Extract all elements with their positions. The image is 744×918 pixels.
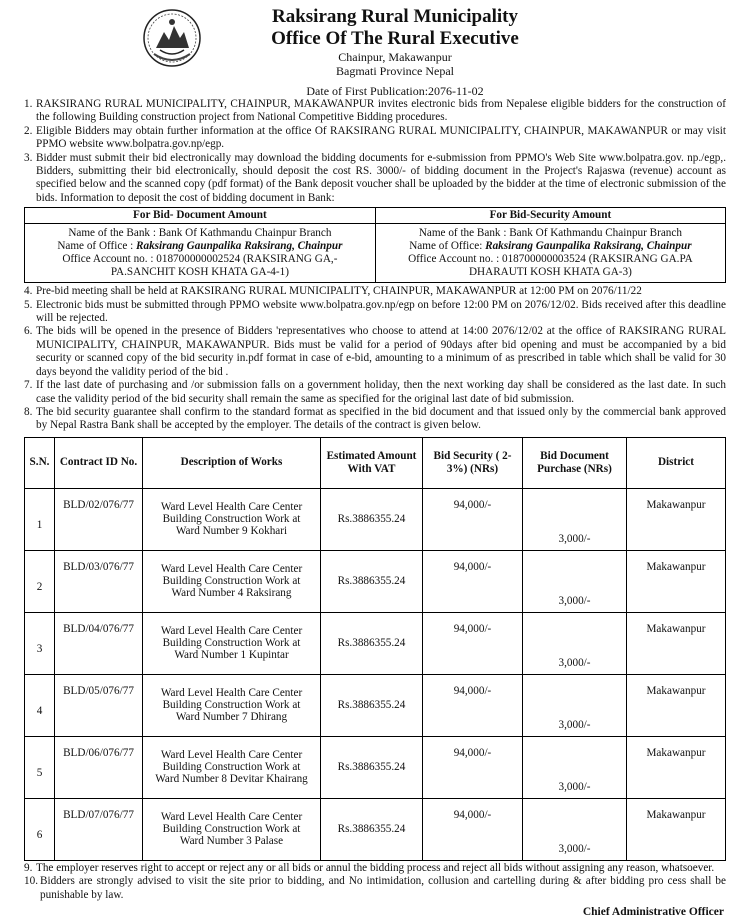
clause-6 (24, 325, 726, 379)
cell-bid-security (423, 736, 523, 798)
col-header-contract-id: Contract ID No. (55, 437, 143, 488)
cell-description-text: Building Construction Work at (162, 513, 301, 526)
cell-district (627, 674, 726, 736)
cell-estimated-amount-text: Rs.3886355.24 (337, 513, 406, 526)
clause-number: 1. (24, 98, 33, 110)
clause-8 (24, 406, 726, 433)
office-name-label: Name of Office: (409, 240, 483, 253)
cell-sn-text: 1 (36, 518, 43, 531)
clause-2 (24, 125, 726, 152)
contract-details-table (24, 437, 726, 861)
cell-estimated-amount-text: Rs.3886355.24 (337, 761, 406, 774)
col-header-district: District (627, 437, 726, 488)
cell-bid-security-text: 94,000/- (453, 684, 492, 697)
cell-description (143, 488, 321, 550)
bid-security-bank-details (375, 224, 725, 283)
cell-description-text: Building Construction Work at (162, 761, 301, 774)
address-line-2: Bagmati Province Nepal (336, 64, 454, 78)
cell-bid-security-text: 94,000/- (453, 746, 492, 759)
cell-sn (25, 550, 55, 612)
cell-description-text: Ward Number 7 Dhirang (175, 711, 288, 724)
cell-sn (25, 736, 55, 798)
cell-district-text: Makawanpur (646, 622, 706, 635)
cell-bid-security (423, 612, 523, 674)
account-number-line: Office Account no. : 018700000003524 (RAKSIRANG GA.PA (408, 253, 693, 266)
clause-number: 9. (24, 861, 33, 874)
clause-5 (24, 299, 726, 326)
cell-document-purchase-text: 3,000/- (558, 781, 591, 794)
account-name-line: PA.SANCHIT KOSH KHATA GA-4-1) (110, 266, 289, 279)
bank-name-line: Name of the Bank : Bank Of Kathmandu Chainpur Branch (68, 227, 332, 240)
cell-contract-id (55, 798, 143, 860)
cell-document-purchase-text: 3,000/- (558, 843, 591, 856)
municipality-title: Raksirang Rural Municipality (272, 6, 518, 27)
office-name-label: Name of Office : (57, 240, 134, 253)
cell-contract-id (55, 674, 143, 736)
cell-contract-id (55, 736, 143, 798)
clause-text: RAKSIRANG RURAL MUNICIPALITY, CHAINPUR, MAKAWANPUR invites electronic bids from Nepalese eligible bidders for the construction of the following Building construction project from National Competitive Bidding procedures. (36, 98, 726, 124)
cell-sn-text: 4 (36, 704, 43, 717)
cell-district (627, 736, 726, 798)
cell-estimated-amount (321, 550, 423, 612)
col-header-bid-security: Bid Security ( 2-3%) (NRs) (423, 437, 523, 488)
cell-document-purchase-text: 3,000/- (558, 719, 591, 732)
cell-description-text: Ward Number 8 Devitar Khairang (155, 773, 308, 786)
cell-description-text: Ward Number 1 Kupintar (174, 649, 289, 662)
cell-district (627, 488, 726, 550)
cell-district-text: Makawanpur (646, 684, 706, 697)
cell-district-text: Makawanpur (646, 808, 706, 821)
cell-district (627, 550, 726, 612)
table-row (25, 488, 726, 550)
cell-sn-text: 3 (36, 642, 43, 655)
cell-contract-id (55, 550, 143, 612)
cell-description-text: Building Construction Work at (162, 823, 301, 836)
cell-description-text: Ward Level Health Care Center (160, 562, 303, 575)
bank-info-table (24, 207, 726, 283)
clause-text: If the last date of purchasing and /or submission falls on a government holiday, then the next working day shall be considered as the last date. In such case the validity period of the bid security shall remain the same as specified for the original last date of bid submission. (36, 379, 726, 405)
cell-bid-security (423, 798, 523, 860)
col-header-sn: S.N. (25, 437, 55, 488)
clause-number: 3. (24, 151, 33, 164)
cell-contract-id-text: BLD/03/076/77 (63, 560, 134, 573)
cell-district (627, 612, 726, 674)
clause-text: The bid security guarantee shall confirm to the standard format as specified in the bid document and that issued only by the commercial bank approved by Nepal Rastra Bank shall be accepted by the employer. The details of the contract is given below. (36, 405, 726, 432)
clause-10 (24, 875, 726, 902)
cell-document-purchase (523, 736, 627, 798)
table-row (25, 736, 726, 798)
cell-contract-id (55, 612, 143, 674)
cell-description-text: Building Construction Work at (162, 575, 301, 588)
cell-district-text: Makawanpur (646, 746, 706, 759)
col-header-description: Description of Works (143, 437, 321, 488)
cell-description-text: Ward Level Health Care Center (160, 500, 303, 513)
cell-description (143, 798, 321, 860)
cell-district-text: Makawanpur (646, 560, 706, 573)
cell-bid-security-text: 94,000/- (453, 560, 492, 573)
clause-number: 7. (24, 379, 33, 392)
cell-document-purchase-text: 3,000/- (558, 595, 591, 608)
clause-text: Electronic bids must be submitted through PPMO website www.bolpatra.gov.np/egp on before 12:00 PM on 2076/12/02. Bids received after this deadline will be rejected. (36, 298, 726, 325)
cell-document-purchase (523, 612, 627, 674)
clause-number: 6. (24, 325, 33, 338)
cell-bid-security-text: 94,000/- (453, 622, 492, 635)
clause-text: Pre-bid meeting shall be held at RAKSIRANG RURAL MUNICIPALITY, CHAINPUR, MAKAWANPUR at 12:00 PM on 2076/11/22 (36, 285, 642, 298)
cell-contract-id-text: BLD/06/076/77 (63, 746, 134, 759)
table-row (25, 550, 726, 612)
nepal-government-emblem-icon (142, 8, 202, 68)
cell-estimated-amount (321, 488, 423, 550)
cell-document-purchase (523, 674, 627, 736)
cell-district-text: Makawanpur (646, 498, 706, 511)
cell-contract-id-text: BLD/05/076/77 (63, 684, 134, 697)
cell-estimated-amount-text: Rs.3886355.24 (337, 575, 406, 588)
cell-bid-security (423, 550, 523, 612)
clause-text: Eligible Bidders may obtain further information at the office Of RAKSIRANG RURAL MUNICIPALITY, CHAINPUR, MAKAWANPUR or may visit PPMO website www.bolpatra.gov.np/egp. (36, 124, 726, 151)
cell-description-text: Ward Number 4 Raksirang (171, 587, 292, 600)
clause-text: Bidders are strongly advised to visit the site prior to bidding, and No intimidation, collusion and cartelling during & after bidding pro cess shall be punishable by law. (40, 875, 726, 901)
cell-estimated-amount-text: Rs.3886355.24 (337, 637, 406, 650)
signatory-title: Chief Administrative Officer (582, 905, 724, 918)
cell-description (143, 736, 321, 798)
cell-sn (25, 674, 55, 736)
cell-sn (25, 612, 55, 674)
cell-estimated-amount (321, 612, 423, 674)
bid-security-heading: For Bid-Security Amount (375, 208, 725, 224)
cell-contract-id-text: BLD/07/076/77 (63, 808, 134, 821)
cell-estimated-amount (321, 736, 423, 798)
office-name-value: Raksirang Gaunpalika Raksirang, Chainpur (136, 240, 343, 253)
bid-document-bank-details (25, 224, 376, 283)
cell-document-purchase (523, 488, 627, 550)
col-header-amount: Estimated Amount With VAT (321, 437, 423, 488)
cell-document-purchase-text: 3,000/- (558, 657, 591, 670)
cell-contract-id (55, 488, 143, 550)
account-number-line: Office Account no. : 018700000002524 (RAKSIRANG GA,- (62, 253, 338, 266)
cell-document-purchase (523, 798, 627, 860)
clause-9 (24, 862, 726, 875)
cell-description-text: Ward Number 3 Palase (179, 835, 284, 848)
cell-sn-text: 5 (36, 766, 43, 779)
cell-description-text: Ward Number 9 Kokhari (175, 525, 288, 538)
notice-header (24, 6, 726, 98)
cell-estimated-amount (321, 798, 423, 860)
cell-description (143, 612, 321, 674)
clause-text: The bids will be opened in the presence of Bidders 'representatives who choose to attend at 14:00 2076/12/02 at the office of RAKSIRANG RURAL MUNICIPALITY, CHAINPUR, MAKAWANPUR. Bids must be valid for a period of 90days after bid opening and must be accompanied by a bid security or scanned copy of the bid security in.pdf format in case of e-bid, amounting to a minimum of as prescribed in table which shall be valid for 30 days beyond the validity period of the bid . (36, 325, 726, 378)
cell-bid-security (423, 488, 523, 550)
office-title: Office Of The Rural Executive (271, 28, 519, 49)
bid-document-heading: For Bid- Document Amount (25, 208, 376, 224)
clause-4 (24, 285, 726, 298)
clause-1 (24, 98, 726, 125)
office-name-value: Raksirang Gaunpalika Raksirang, Chainpur (485, 240, 692, 253)
table-row (25, 612, 726, 674)
table-header-row (25, 437, 726, 488)
bank-name-line: Name of the Bank : Bank Of Kathmandu Chainpur Branch (418, 227, 682, 240)
cell-bid-security-text: 94,000/- (453, 808, 492, 821)
clause-number: 2. (24, 124, 33, 137)
cell-bid-security (423, 674, 523, 736)
cell-district (627, 798, 726, 860)
cell-estimated-amount-text: Rs.3886355.24 (337, 699, 406, 712)
cell-description-text: Ward Level Health Care Center (160, 748, 303, 761)
cell-sn-text: 2 (36, 580, 43, 593)
cell-description-text: Ward Level Health Care Center (160, 686, 303, 699)
clause-text: The employer reserves right to accept or reject any or all bids or annul the bidding process and reject all bids without assigning any reason, whatsoever. (36, 861, 715, 874)
clause-number: 5. (24, 298, 33, 311)
clause-7 (24, 379, 726, 406)
cell-contract-id-text: BLD/02/076/77 (63, 498, 134, 511)
account-name-line: DHARAUTI KOSH KHATA GA-3) (468, 266, 632, 279)
cell-sn (25, 798, 55, 860)
col-header-document-purchase: Bid Document Purchase (NRs) (523, 437, 627, 488)
cell-bid-security-text: 94,000/- (453, 498, 492, 511)
table-row (25, 798, 726, 860)
cell-document-purchase-text: 3,000/- (558, 533, 591, 546)
cell-description (143, 550, 321, 612)
address-line-1: Chainpur, Makawanpur (338, 50, 452, 64)
cell-estimated-amount-text: Rs.3886355.24 (337, 823, 406, 836)
clause-number: 4. (24, 285, 33, 298)
cell-description-text: Ward Level Health Care Center (160, 810, 303, 823)
cell-description-text: Building Construction Work at (162, 637, 301, 650)
cell-description-text: Ward Level Health Care Center (160, 624, 303, 637)
clause-number: 10. (24, 875, 38, 888)
clause-text: Bidder must submit their bid electronically may download the bidding documents for e-submission from PPMO's Web Site www.bolpatra.gov. np./egp,. Bidders, submitting their bid electronically, should deposit the cost RS. 3000/- of bidding document in the Project's Rajaswa (revenue) account as specified below and the scanned copy (pdf format) of the Bank deposit voucher shall be uploaded by the bidder at the time of electronic submission of the bids. Information to deposit the cost of bidding document in Bank: (36, 151, 726, 204)
cell-description (143, 674, 321, 736)
cell-document-purchase (523, 550, 627, 612)
cell-estimated-amount (321, 674, 423, 736)
cell-sn (25, 488, 55, 550)
clause-3 (24, 152, 726, 206)
clause-number: 8. (24, 405, 33, 418)
publication-date: Date of First Publication:2076-11-02 (306, 84, 484, 98)
cell-sn-text: 6 (36, 828, 43, 841)
table-row (25, 674, 726, 736)
cell-description-text: Building Construction Work at (162, 699, 301, 712)
cell-contract-id-text: BLD/04/076/77 (63, 622, 134, 635)
